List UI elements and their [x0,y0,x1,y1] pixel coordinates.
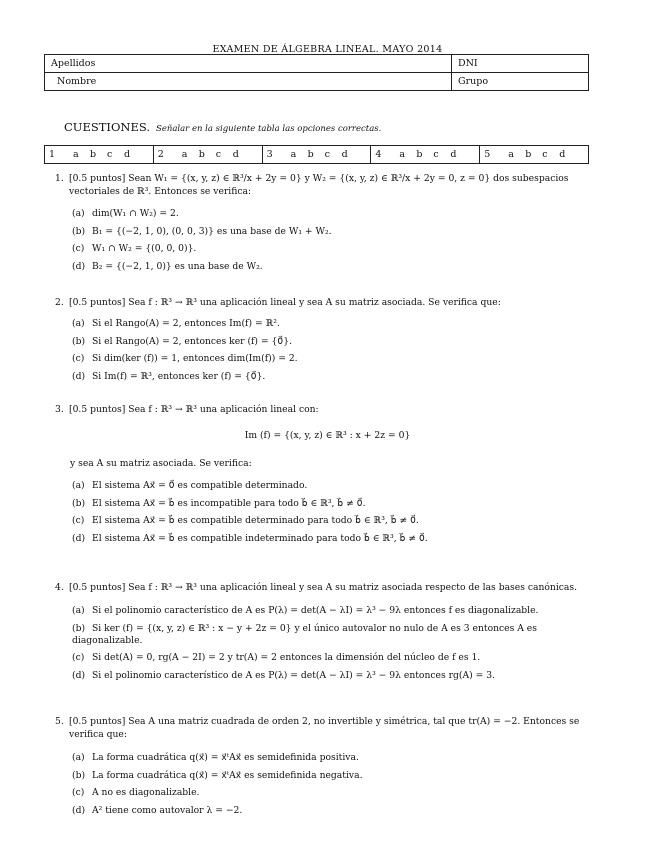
question-number: 4. [55,582,64,593]
answer-option-3b[interactable]: b [307,149,314,160]
answer-option-1b[interactable]: b [90,149,97,160]
question-number: 2. [55,297,64,308]
option-letter: (c) [72,353,85,364]
option-text: La forma cuadrática q(x⃗) = x⃗ᵗAx⃗ es semidefinida negativa. [92,769,363,781]
exam-title: EXAMEN DE ÁLGEBRA LINEAL. MAYO 2014 [212,44,443,55]
answer-cell-number: 3 [266,149,273,160]
cuestiones-subtitle: Señalar en la siguiente tabla las opciones correctas. [156,124,382,134]
answer-option-3d[interactable]: d [341,149,348,160]
question-3-option-a [72,480,592,493]
question-1 [55,173,595,198]
option-text: Si Im(f) = ℝ³, entonces ker (f) = {0⃗}. [92,370,266,382]
option-letter: (b) [72,769,86,781]
answer-cell-5[interactable] [480,146,589,164]
answer-option-1a[interactable]: a [73,149,79,160]
cuestiones-title: CUESTIONES. [64,120,150,134]
option-text: Si det(A) = 0, rg(A − 2I) = 2 y tr(A) = 2 entonces la dimensión del núcleo de f es 1. [92,652,481,663]
option-text: El sistema Ax⃗ = b⃗ es compatible determinado para todo b⃗ ∈ ℝ³, b⃗ ≠ 0⃗. [92,515,419,526]
option-text: B₁ = {(−2, 1, 0), (0, 0, 3)} es una base de W₁ + W₂. [92,225,332,237]
answer-option-3a[interactable]: a [290,149,297,160]
question-4-option-b [72,623,592,648]
option-letter: (a) [72,480,85,491]
answer-option-5a[interactable]: a [508,149,514,160]
answer-option-4a[interactable]: a [399,149,406,160]
option-text: Si ker (f) = {(x, y, z) ∈ ℝ³ : x − y + 2z = 0} y el único autovalor no nulo de A es 3 entonces A es diagonalizable. [72,622,537,646]
answer-table [44,145,589,164]
question-4-option-c [72,652,592,665]
option-letter: (a) [72,208,85,219]
option-text: El sistema Ax⃗ = b⃗ es incompatible para todo b⃗ ∈ ℝ³, b⃗ ≠ 0⃗. [92,497,366,509]
question-number: 1. [55,173,64,184]
question-number: 5. [55,716,64,727]
option-letter: (d) [72,260,86,272]
option-letter: (d) [72,669,86,681]
answer-option-5d[interactable]: d [559,149,566,160]
question-3-option-c [72,515,592,528]
option-letter: (d) [72,532,86,544]
nombre-field[interactable]: Nombre [45,73,452,91]
question-4-option-a [72,605,592,618]
option-text: Si el polinomio característico de A es P(λ) = det(A − λI) = λ³ − 9λ entonces f es diagonalizable. [92,605,539,616]
option-letter: (c) [72,515,85,526]
question-3-option-b [72,498,592,511]
answer-option-1c[interactable]: c [107,149,113,160]
answer-cell-number: 1 [49,149,56,160]
option-text: A² tiene como autovalor λ = −2. [92,804,243,816]
answer-option-2a[interactable]: a [181,149,188,160]
option-letter: (d) [72,370,86,382]
cuestiones-heading [64,120,381,134]
option-letter: (b) [72,335,86,347]
option-letter: (b) [72,225,86,237]
option-text: A no es diagonalizable. [92,787,200,798]
question-5-option-c [72,787,592,800]
answer-option-2c[interactable]: c [215,149,222,160]
question-2-option-d [72,371,592,384]
answer-option-5b[interactable]: b [525,149,532,160]
question-2 [55,297,595,310]
answer-option-5c[interactable]: c [542,149,548,160]
question-5-option-b [72,770,592,783]
option-letter: (c) [72,652,85,663]
question-1-option-b [72,226,592,239]
answer-option-3c[interactable]: c [324,149,330,160]
option-text: El sistema Ax⃗ = b⃗ es compatible indeterminado para todo b⃗ ∈ ℝ³, b⃗ ≠ 0⃗. [92,532,428,544]
student-id-form [44,54,589,91]
answer-cell-number: 5 [484,149,491,160]
question-2-option-c [72,353,592,366]
question-stem: [0.5 puntos] Sea A una matriz cuadrada de orden 2, no invertible y simétrica, tal que tr(A) = −2. Entonces se verifica que: [69,716,580,740]
option-letter: (b) [72,622,86,634]
question-stem-continued: y sea A su matriz asociada. Se verifica: [70,458,252,469]
option-letter: (b) [72,497,86,509]
question-3-option-d [72,533,592,546]
answer-option-2b[interactable]: b [198,149,205,160]
answer-cell-1[interactable] [45,146,154,164]
answer-cell-3[interactable] [262,146,371,164]
option-text: El sistema Ax⃗ = 0⃗ es compatible determinado. [92,480,308,491]
option-text: W₁ ∩ W₂ = {(0, 0, 0)}. [92,243,197,254]
answer-option-4b[interactable]: b [416,149,423,160]
option-text: Si dim(ker (f)) = 1, entonces dim(Im(f)) = 2. [92,353,298,364]
question-1-option-c [72,243,592,256]
apellidos-field[interactable]: Apellidos [45,55,452,73]
answer-option-4c[interactable]: c [433,149,439,160]
option-text: La forma cuadrática q(x⃗) = x⃗ᵗAx⃗ es semidefinida positiva. [92,752,359,763]
option-text: Si el Rango(A) = 2, entonces ker (f) = {0⃗}. [92,335,293,347]
question-4 [55,582,595,595]
option-text: Si el polinomio característico de A es P(λ) = det(A − λI) = λ³ − 9λ entonces rg(A) = 3. [92,669,495,681]
answer-cell-2[interactable] [153,146,262,164]
answer-option-2d[interactable]: d [232,149,239,160]
option-letter: (a) [72,605,85,616]
option-text: B₂ = {(−2, 1, 0)} es una base de W₂. [92,260,263,272]
grupo-field[interactable]: Grupo [452,73,589,91]
option-text: Si el Rango(A) = 2, entonces Im(f) = ℝ². [92,318,280,329]
question-4-option-d [72,670,592,683]
option-letter: (c) [72,787,85,798]
answer-cell-4[interactable] [371,146,480,164]
question-5 [55,716,595,741]
answer-cell-number: 2 [157,149,164,160]
question-formula: Im (f) = {(x, y, z) ∈ ℝ³ : x + 2z = 0} [244,430,411,441]
question-stem: [0.5 puntos] Sean W₁ = {(x, y, z) ∈ ℝ³/x + 2y = 0} y W₂ = {(x, y, z) ∈ ℝ³/x + 2y = 0, z = 0} dos subespacios vectoriales de ℝ³. Entonces se verifica: [69,173,569,197]
answer-cell-number: 4 [375,149,382,160]
question-stem: [0.5 puntos] Sea f : ℝ³ → ℝ³ una aplicación lineal con: [69,404,319,415]
option-letter: (d) [72,804,86,816]
question-2-option-b [72,336,592,349]
question-stem: [0.5 puntos] Sea f : ℝ³ → ℝ³ una aplicación lineal y sea A su matriz asociada respecto de las bases canónicas. [69,582,578,593]
answer-option-4d[interactable]: d [450,149,457,160]
answer-option-1d[interactable]: d [124,149,131,160]
question-1-option-a [72,208,592,221]
question-3 [55,404,595,417]
option-text: dim(W₁ ∩ W₂) = 2. [92,208,179,219]
option-letter: (a) [72,752,85,763]
option-letter: (c) [72,243,85,254]
question-5-option-d [72,805,592,818]
question-number: 3. [55,404,64,415]
dni-field[interactable]: DNI [452,55,589,73]
question-5-option-a [72,752,592,765]
question-stem: [0.5 puntos] Sea f : ℝ³ → ℝ³ una aplicación lineal y sea A su matriz asociada. Se verifica que: [69,297,501,308]
question-2-option-a [72,318,592,331]
question-1-option-d [72,261,592,274]
option-letter: (a) [72,318,85,329]
